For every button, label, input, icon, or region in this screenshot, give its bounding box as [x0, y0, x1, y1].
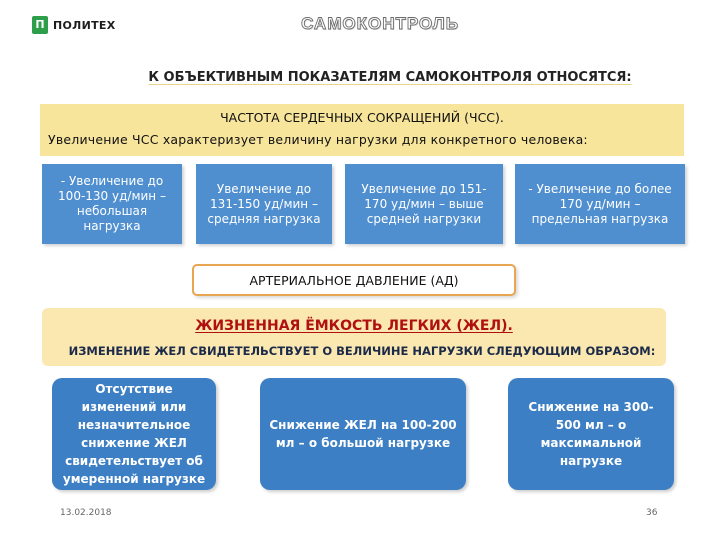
zhel-description: ИЗМЕНЕНИЕ ЖЕЛ СВИДЕТЕЛЬСТВУЕТ О ВЕЛИЧИНЕ НАГРУЗКИ СЛЕДУЮЩИМ ОБРАЗОМ: — [68, 344, 656, 358]
blood-pressure-box: АРТЕРИАЛЬНОЕ ДАВЛЕНИЕ (АД) — [192, 264, 516, 296]
chss-box-medium-load: Увеличение до 131-150 уд/мин – средняя нагрузка — [196, 164, 332, 244]
footer-date: 13.02.2018 — [60, 508, 112, 518]
slide-title: САМОКОНТРОЛЬ — [301, 14, 459, 33]
logo-mark-icon: П — [32, 16, 48, 34]
zhel-box-moderate-load: Отсутствие изменений или незначительное снижение ЖЕЛ свидетельствует об умеренной нагрузке — [52, 378, 216, 490]
zhel-box-max-load: Снижение на 300-500 мл – о максимальной нагрузке — [508, 378, 674, 490]
slide-subtitle: К ОБЪЕКТИВНЫМ ПОКАЗАТЕЛЯМ САМОКОНТРОЛЯ ОТНОСЯТСЯ: — [148, 70, 632, 85]
chss-box-above-medium-load: Увеличение до 151-170 уд/мин – выше средней нагрузки — [345, 164, 503, 244]
zhel-heading: ЖИЗНЕННАЯ ЁМКОСТЬ ЛЕГКИХ (ЖЕЛ). — [195, 318, 513, 334]
logo-text: ПОЛИТЕХ — [53, 18, 116, 32]
chss-box-small-load: - Увеличение до 100-130 уд/мин – небольшая нагрузка — [42, 164, 182, 244]
chss-heading: ЧАСТОТА СЕРДЕЧНЫХ СОКРАЩЕНИЙ (ЧСС). — [220, 110, 504, 125]
page-number: 36 — [646, 508, 658, 518]
zhel-box-high-load: Снижение ЖЕЛ на 100-200 мл – о большой нагрузке — [260, 378, 466, 490]
chss-description: Увеличение ЧСС характеризует величину нагрузки для конкретного человека: — [48, 132, 588, 147]
chss-box-max-load: - Увеличение до более 170 уд/мин – предельная нагрузка — [515, 164, 685, 244]
politeh-logo — [32, 14, 116, 36]
